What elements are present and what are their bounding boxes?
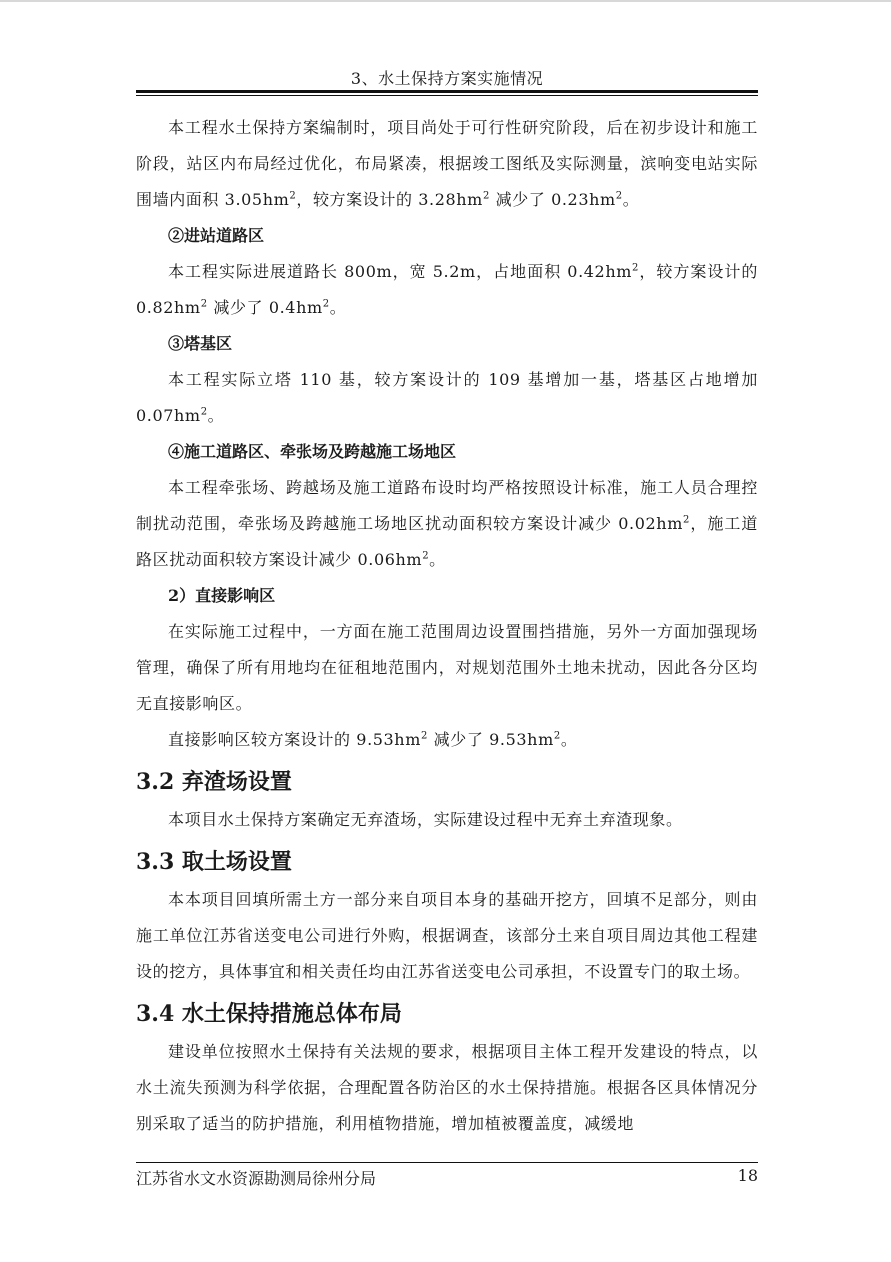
section-heading-3-4: 3.4 水土保持措施总体布局 bbox=[136, 1001, 402, 1027]
section-heading-3-2: 3.2 弃渣场设置 bbox=[136, 769, 292, 795]
paragraph-section-3-4: 建设单位按照水土保持有关法规的要求，根据项目主体工程开发建设的特点，以水土流失预测为科学依据，合理配置各防治区的水土保持措施。根据各区具体情况分别采取了适当的防护措施，利用植物措施，增加植被覆盖度，减缓地 bbox=[136, 1042, 758, 1133]
header-rule-thin bbox=[136, 95, 758, 96]
section-heading-3-3: 3.3 取土场设置 bbox=[136, 849, 292, 875]
subheading-access-road: ②进站道路区 bbox=[168, 226, 265, 245]
paragraph-section-3-3: 本本项目回填所需土方一部分来自项目本身的基础开挖方，回填不足部分，则由施工单位江苏省送变电公司进行外购，根据调查，该部分土来自项目周边其他工程建设的挖方，具体事宜和相关责任均由江苏省送变电公司承担，不设置专门的取土场。 bbox=[136, 890, 758, 981]
paragraph-tower-base: 本工程实际立塔 110 基，较方案设计的 109 基增加一基，塔基区占地增加 $0.07hm^2$。 bbox=[136, 370, 758, 425]
paragraph-direct-impact: 在实际施工过程中，一方面在施工范围周边设置围挡措施，另外一方面加强现场管理，确保了所有用地均在征租地范围内，对规划范围外土地未扰动，因此各分区均无直接影响区。 bbox=[136, 622, 758, 713]
subheading-direct-impact: 2）直接影响区 bbox=[168, 586, 276, 605]
running-header-title: 3、水土保持方案实施情况 bbox=[350, 69, 544, 88]
paragraph-section-3-2: 本项目水土保持方案确定无弃渣场，实际建设过程中无弃土弃渣现象。 bbox=[168, 810, 683, 829]
subheading-construction-area: ④施工道路区、牵张场及跨越施工场地区 bbox=[168, 442, 457, 461]
header-rule-thick bbox=[136, 90, 758, 93]
footer-page-number: 18 bbox=[737, 1166, 758, 1185]
paragraph-access-road: 本工程实际进展道路长 800m，宽 5.2m，占地面积 $0.42hm^2$，较方案设计的 $0.82hm^2$ 减少了 $0.4hm^2$。 bbox=[136, 262, 759, 317]
subheading-tower-base: ③塔基区 bbox=[168, 334, 233, 353]
paragraph-construction-area: 本工程牵张场、跨越场及施工道路布设时均严格按照设计标准，施工人员合理控制扰动范围，牵张场及跨越施工场地区扰动面积较方案设计减少 $0.02hm^2$，施工道路区扰动面积较方案设计减少 $0.06hm^2$。 bbox=[136, 478, 758, 569]
footer-rule bbox=[136, 1162, 758, 1163]
page-body bbox=[136, 110, 758, 1142]
page-top-border bbox=[0, 0, 892, 2]
footer-organization: 江苏省水文水资源勘测局徐州分局 bbox=[136, 1169, 377, 1188]
paragraph-direct-impact-area: 直接影响区较方案设计的 $9.53hm^2$ 减少了 $9.53hm^2$。 bbox=[168, 730, 578, 749]
paragraph-station-area: 本工程水土保持方案编制时，项目尚处于可行性研究阶段，后在初步设计和施工阶段，站区内布局经过优化，布局紧凑，根据竣工图纸及实际测量，滨响变电站实际围墙内面积 $3.05hm^2$，较方案设计的 $3.28hm^2$ 减少了 $0.23hm^2$。 bbox=[136, 118, 758, 209]
